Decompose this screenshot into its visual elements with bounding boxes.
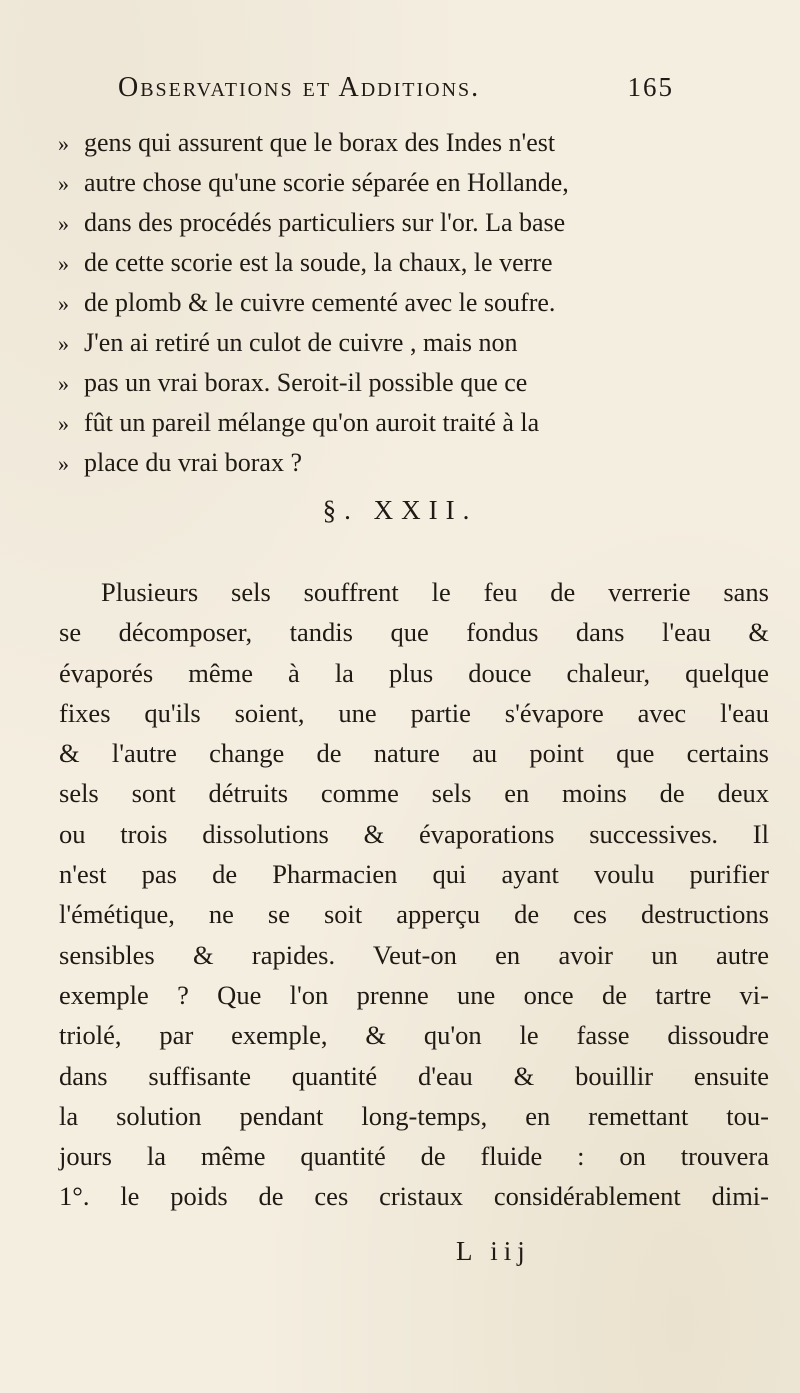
quote-line — [58, 163, 768, 203]
text-line: se décomposer, tandis que fondus dans l'eau & — [59, 617, 769, 648]
text-line: sensibles & rapides. Veut-on en avoir un autre — [59, 939, 769, 970]
text-line: évaporés même à la plus douce chaleur, quelque — [59, 657, 769, 688]
text-line: n'est pas de Pharmacien qui ayant voulu purifier — [59, 859, 769, 890]
quote-line — [58, 363, 768, 403]
quote-line-text: place du vrai borax ? — [84, 448, 303, 477]
quote-mark: » — [58, 171, 69, 196]
quotation-block — [58, 123, 768, 483]
quote-line-text: fût un pareil mélange qu'on auroit traité à la — [84, 408, 540, 437]
quote-line-text: de plomb & le cuivre cementé avec le soufre. — [84, 288, 556, 317]
text-line: & l'autre change de nature au point que certains — [59, 738, 769, 769]
text-line: triolé, par exemple, & qu'on le fasse dissoudre — [59, 1020, 769, 1051]
quote-mark: » — [58, 131, 69, 156]
quote-line — [58, 403, 768, 443]
quote-mark: » — [58, 411, 69, 436]
text-line: Plusieurs sels souffrent le feu de verrerie sans — [101, 577, 769, 607]
quote-line-text: autre chose qu'une scorie séparée en Hollande, — [84, 168, 569, 197]
quote-line-text: J'en ai retiré un culot de cuivre , mais non — [84, 328, 518, 357]
quote-line — [58, 283, 768, 323]
running-title: Observations et Additions. — [118, 72, 481, 103]
quote-mark: » — [58, 331, 69, 356]
quote-mark: » — [58, 251, 69, 276]
quote-line-text: de cette scorie est la soude, la chaux, le verre — [84, 248, 553, 277]
quote-line — [58, 243, 768, 283]
text-line: la solution pendant long-temps, en remettant tou- — [59, 1100, 769, 1131]
quote-mark: » — [58, 371, 69, 396]
quote-mark: » — [58, 451, 69, 476]
body-paragraph — [59, 572, 769, 1217]
text-line: 1°. le poids de ces cristaux considérablement dimi- — [59, 1181, 769, 1212]
quote-line-text: dans des procédés particuliers sur l'or. La base — [84, 208, 566, 237]
quote-line-text: gens qui assurent que le borax des Indes n'est — [84, 128, 556, 157]
page-header — [118, 72, 674, 112]
text-line: sels sont détruits comme sels en moins de deux — [59, 778, 769, 809]
text-line: dans suffisante quantité d'eau & bouillir ensuite — [59, 1060, 769, 1091]
printer-signature-mark: L iij — [456, 1236, 531, 1266]
text-line: ou trois dissolutions & évaporations successives. Il — [59, 818, 769, 849]
quote-mark: » — [58, 291, 69, 316]
page-number: 165 — [627, 72, 674, 102]
quote-line — [58, 203, 768, 243]
quote-line-text: pas un vrai borax. Seroit-il possible que ce — [84, 368, 528, 397]
quote-line — [58, 443, 768, 483]
text-line: fixes qu'ils soient, une partie s'évapore avec l'eau — [59, 697, 769, 728]
text-line: exemple ? Que l'on prenne une once de tartre vi- — [59, 979, 769, 1010]
quote-line — [58, 323, 768, 363]
quote-line — [58, 123, 768, 163]
text-line: l'émétique, ne se soit apperçu de ces destructions — [59, 899, 769, 930]
section-heading: §. XXII. — [322, 495, 478, 525]
quote-mark: » — [58, 211, 69, 236]
text-line: jours la même quantité de fluide : on trouvera — [59, 1141, 769, 1172]
